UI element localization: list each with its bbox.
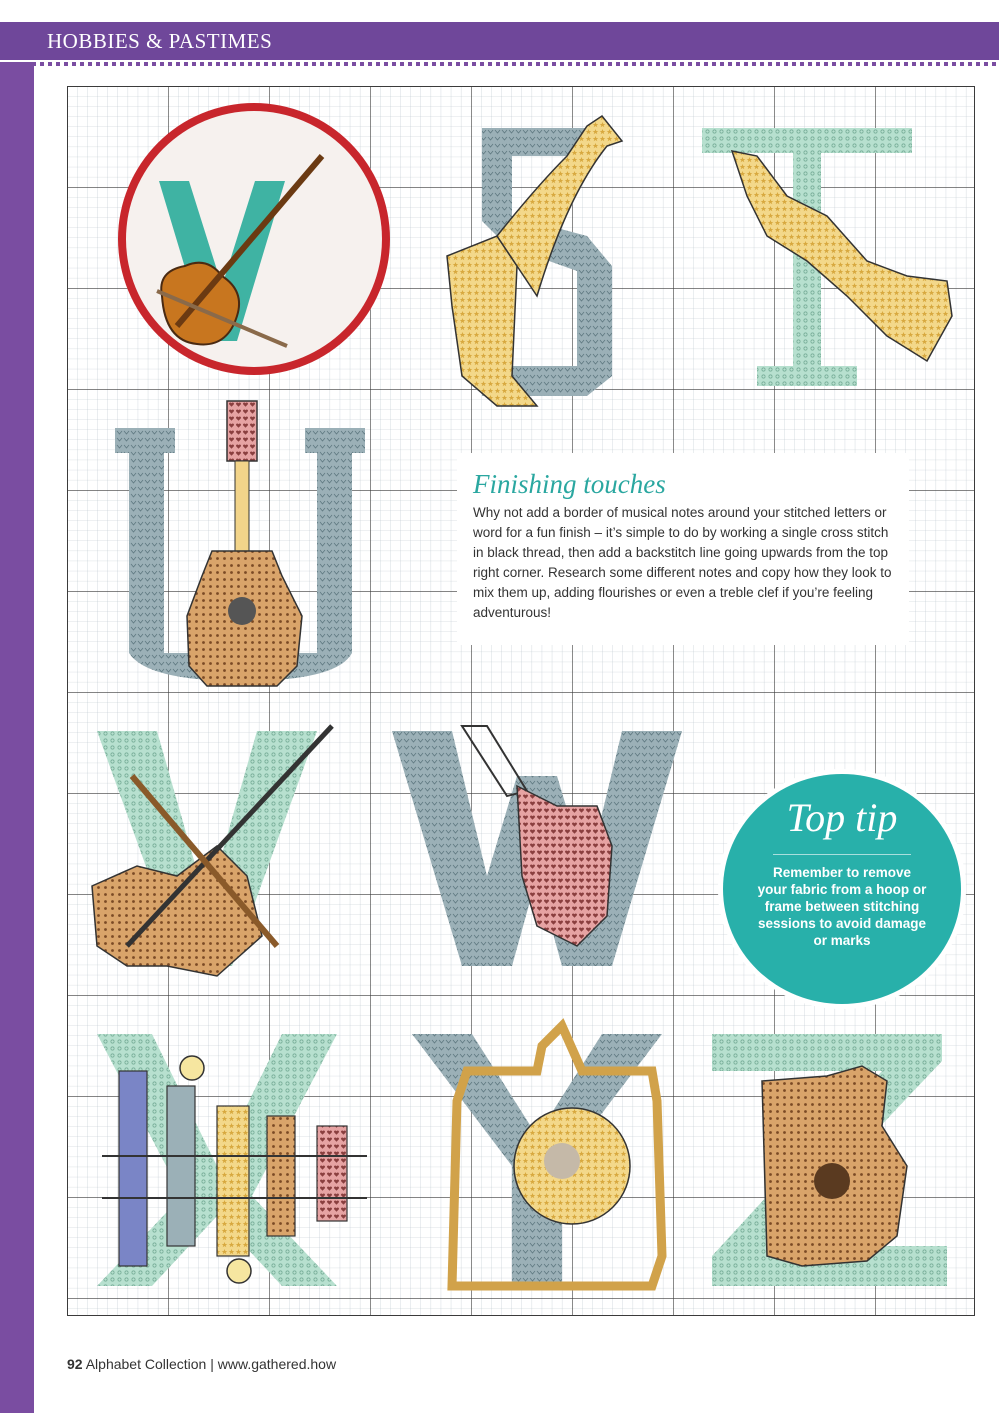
publication-name: Alphabet Collection (85, 1356, 207, 1372)
top-tip-title: Top tip (786, 795, 898, 840)
top-tip-divider (773, 854, 911, 855)
header-dotted-rule (0, 62, 999, 66)
finishing-touches-body: Why not add a border of musical notes around your stitched letters or word for a fun finish – it’s simple to do by working a single cross stitch in black thread, then add a backstitch line going upwards from the top right corner. Research some different notes and copy how they look to mix them up, adding flourishes or even a treble clef if you’re feeling adventurous! (473, 505, 892, 620)
page-footer (67, 1356, 336, 1372)
top-tip-body: Remember to remove your fabric from a hoop or frame between stitching sessions to avoid damage or marks (757, 865, 927, 948)
footer-separator: | (210, 1356, 214, 1372)
finishing-touches-title: Finishing touches (473, 469, 666, 499)
website-link[interactable]: www.gathered.how (217, 1356, 337, 1372)
letter-u-chart (115, 401, 365, 686)
section-label: HOBBIES & PASTIMES (47, 29, 273, 53)
finishing-touches-box (463, 459, 903, 639)
stitched-sample-photo (118, 103, 390, 375)
top-tip-badge (723, 774, 961, 1004)
page-header (0, 0, 999, 62)
page-number: 92 (67, 1356, 83, 1372)
cross-stitch-chart (67, 86, 975, 1316)
left-color-bar (0, 0, 34, 1413)
